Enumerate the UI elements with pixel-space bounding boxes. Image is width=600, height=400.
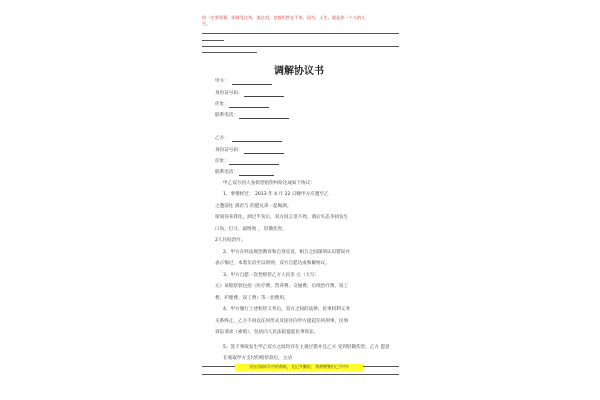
header-notice-line1: 你一定要坚强，即使受过伤，流过泪，也都仍然在不来。因为，人生，就是你一个人的人 (202, 15, 366, 20)
fill-line (244, 153, 284, 154)
party-b-label: 乙方： (215, 136, 229, 141)
paragraph-line: 5、签于事故发生甲乙双方之间均存在主观过错并且乙方 受到轻微伤害，乙方 愿意在收取甲方支付的赔偿款后，主动 (223, 345, 390, 361)
divider (202, 33, 399, 34)
fill-line (239, 118, 289, 119)
paragraph-line: 2、甲方在经法规治教育和自身反省，相互之间深刻认识错误并 (223, 250, 350, 255)
fill-line (239, 175, 274, 176)
fill-line (229, 107, 269, 108)
party-a-label: 甲方： (215, 79, 229, 84)
paragraph-line: 表示悔过，本着友谊至以原则，双方自愿达成和解协议。 (215, 261, 330, 266)
paragraph-line: 2人住院治疗。 (215, 238, 246, 243)
party-a-address-label: 住址： (215, 102, 229, 107)
paragraph-line: 甲乙双方因人身损害赔偿纠纷达成如下协议： (223, 181, 315, 186)
divider (202, 52, 257, 53)
divider (202, 46, 399, 47)
footer-highlight-text: (由这如同半中的黄纸，尤记多勤折，将黄赠签但已平中) (249, 364, 349, 369)
paragraph-line: 之邀前往 酒店与 的盟兄弟一起喝酒。 (215, 204, 292, 209)
party-b-phone-label: 联系电话： (215, 170, 238, 175)
paragraph-line: 1、事情经过： 2013 年 4 月 22 日晚甲方应邀至乙 (223, 192, 329, 197)
fill-line (244, 96, 284, 97)
fill-line (229, 164, 279, 165)
paragraph-line: 诉讼请求（索赔），包括向人民法院提起民事诉讼。 (215, 330, 319, 335)
paragraph-line: 元）该赔偿款包括（医疗费、营养费、交通费、后续治疗费、误工 (215, 284, 349, 289)
document-title: 调解协议书 (274, 66, 324, 77)
party-a-id-label: 身份证号码： (215, 91, 243, 96)
party-b-address-label: 住址： (215, 159, 229, 164)
footer-highlight (235, 364, 363, 371)
fill-line (232, 84, 272, 85)
paragraph-line: 3、甲方自愿一次性赔偿乙方人民币 元（大写： (223, 273, 320, 278)
party-a-phone-label: 联系电话： (215, 113, 238, 118)
document-page (199, 0, 401, 400)
paragraph-line: 4、甲方履行上述赔偿义务后，双方之间的法律、民事权利义务 (223, 307, 350, 312)
divider (202, 374, 399, 375)
fill-line (232, 141, 282, 142)
divider (202, 40, 224, 41)
paragraph-line: 费、护理费、误工费）等一切费用。 (215, 296, 289, 301)
party-b-id-label: 身份证号码： (215, 148, 243, 153)
paragraph-line: 席间你来我往，酒过半旬后，双方因言语不周，酒后失态争执发生 (215, 215, 349, 220)
paragraph-line: 关系终止，乙方不再以任何形式及途径向甲方提起任何刑事、民事 (215, 319, 349, 324)
header-notice-line2: 生。 (202, 21, 211, 26)
paragraph-line: 口角、打斗，最终致 ， 轻微伤害， (215, 227, 287, 232)
